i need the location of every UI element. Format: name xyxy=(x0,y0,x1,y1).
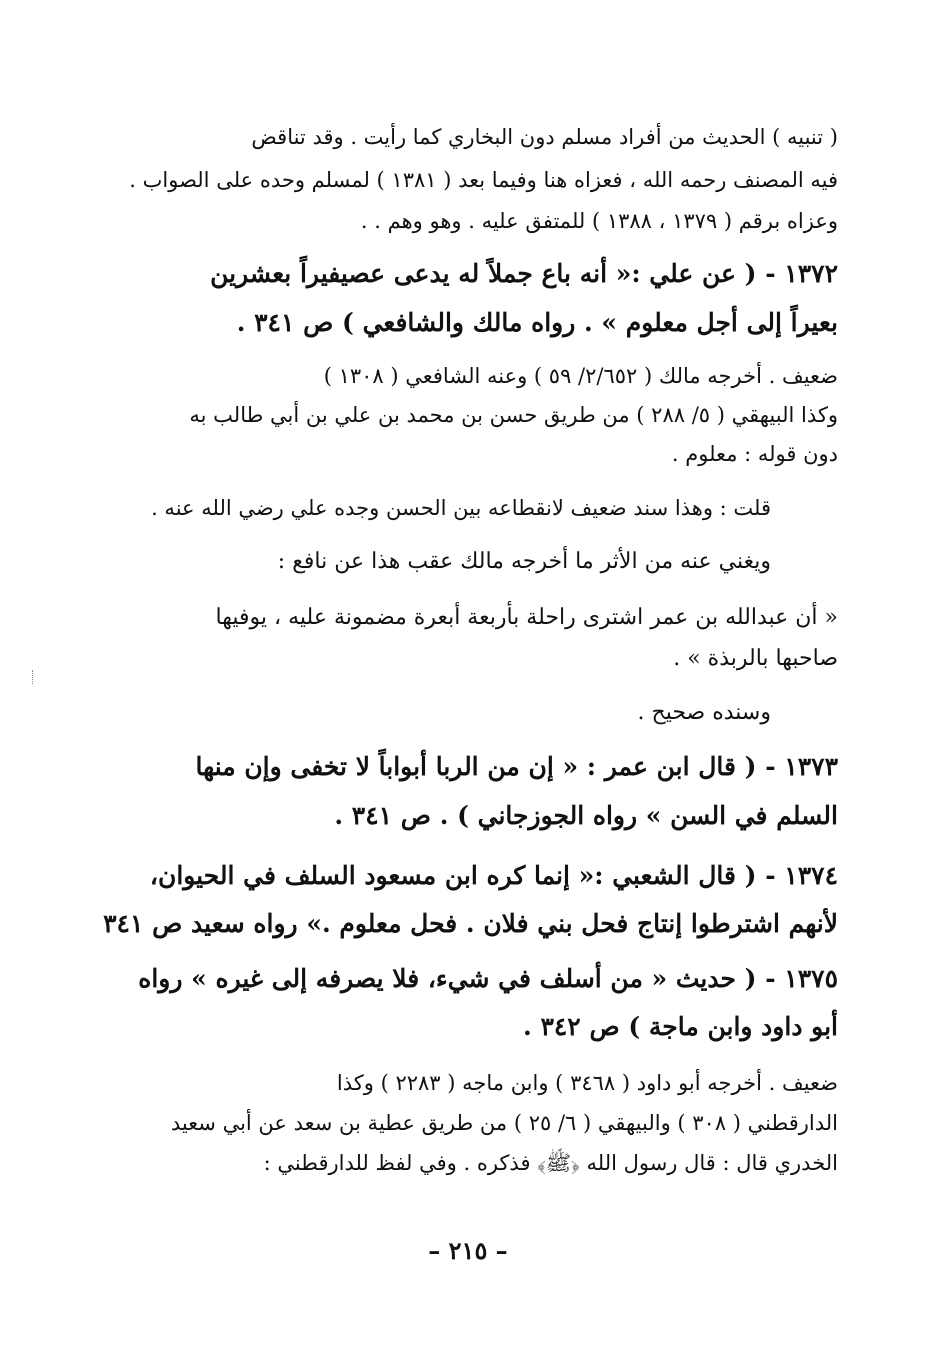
margin-mark xyxy=(32,670,34,684)
note-line: ( تنبيه ) الحديث من أفراد مسلم دون البخاري كما رأيت . وقد تناقض xyxy=(251,125,838,149)
quote-line: صاحبها بالربذة » . xyxy=(673,646,838,671)
hadith-line: ١٣٧٤ - ( قال الشعبي :« إنما كره ابن مسعود السلف في الحيوان، xyxy=(149,861,838,890)
hadith-line: أبو داود وابن ماجة ) ص ٣٤٢ . xyxy=(523,1012,838,1041)
commentary-line: وكذا البيهقي ( ٥/ ٢٨٨ ) من طريق حسن بن محمد بن علي بن أبي طالب به xyxy=(189,403,838,427)
commentary-line: الدارقطني ( ٣٠٨ ) والبيهقي ( ٦/ ٢٥ ) من طريق عطية بن سعد عن أبي سعيد xyxy=(170,1111,838,1135)
hadith-line: ١٣٧٥ - ( حديث « من أسلف في شيء، فلا يصرفه إلى غيره » رواه xyxy=(138,964,838,993)
note-line: فيه المصنف رحمه الله ، فعزاه هنا وفيما بعد ( ١٣٨١ ) لمسلم وحده على الصواب . xyxy=(129,168,838,192)
hadith-line: بعيراً إلى أجل معلوم » . رواه مالك والشافعي ) ص ٣٤١ . xyxy=(236,308,838,337)
page-number: – ٢١٥ – xyxy=(428,1236,508,1265)
quote-line: « أن عبدالله بن عمر اشترى راحلة بأربعة أبعرة مضمونة عليه ، يوفيها xyxy=(215,605,838,630)
commentary-line: ضعيف . أخرجه أبو داود ( ٣٤٦٨ ) وابن ماجه ( ٢٢٨٣ ) وكذا xyxy=(336,1071,838,1095)
commentary-line: قلت : وهذا سند ضعيف لانقطاعه بين الحسن وجده علي رضي الله عنه . xyxy=(151,496,771,520)
hadith-line: لأنهم اشترطوا إنتاج فحل بني فلان . فحل معلوم .» رواه سعيد ص ٣٤١ xyxy=(103,909,838,938)
note-line: وعزاه برقم ( ١٣٧٩ ، ١٣٨٨ ) للمتفق عليه . وهو وهم . . xyxy=(360,209,838,233)
commentary-line: ضعيف . أخرجه مالك ( ٢/٦٥٢/ ٥٩ ) وعنه الشافعي ( ١٣٠٨ ) xyxy=(323,364,838,388)
hadith-line: ١٣٧٣ - ( قال ابن عمر : « إن من الربا أبواباً لا تخفى وإن منها xyxy=(195,752,838,781)
commentary-line: دون قوله : معلوم . xyxy=(671,442,838,466)
hadith-line: السلم في السن » رواه الجوزجاني ) . ص ٣٤١ . xyxy=(334,801,838,830)
grading-line: وسنده صحيح . xyxy=(637,700,771,725)
commentary-line: ويغني عنه من الأثر ما أخرجه مالك عقب هذا عن نافع : xyxy=(277,549,771,574)
hadith-line: ١٣٧٢ - ( عن علي :« أنه باع جملاً له يدعى عصيفيراً بعشرين xyxy=(210,259,838,288)
commentary-line: الخدري قال : قال رسول الله ﴿ﷺ﴾ فذكره . وفي لفظ للدارقطني : xyxy=(263,1151,838,1175)
